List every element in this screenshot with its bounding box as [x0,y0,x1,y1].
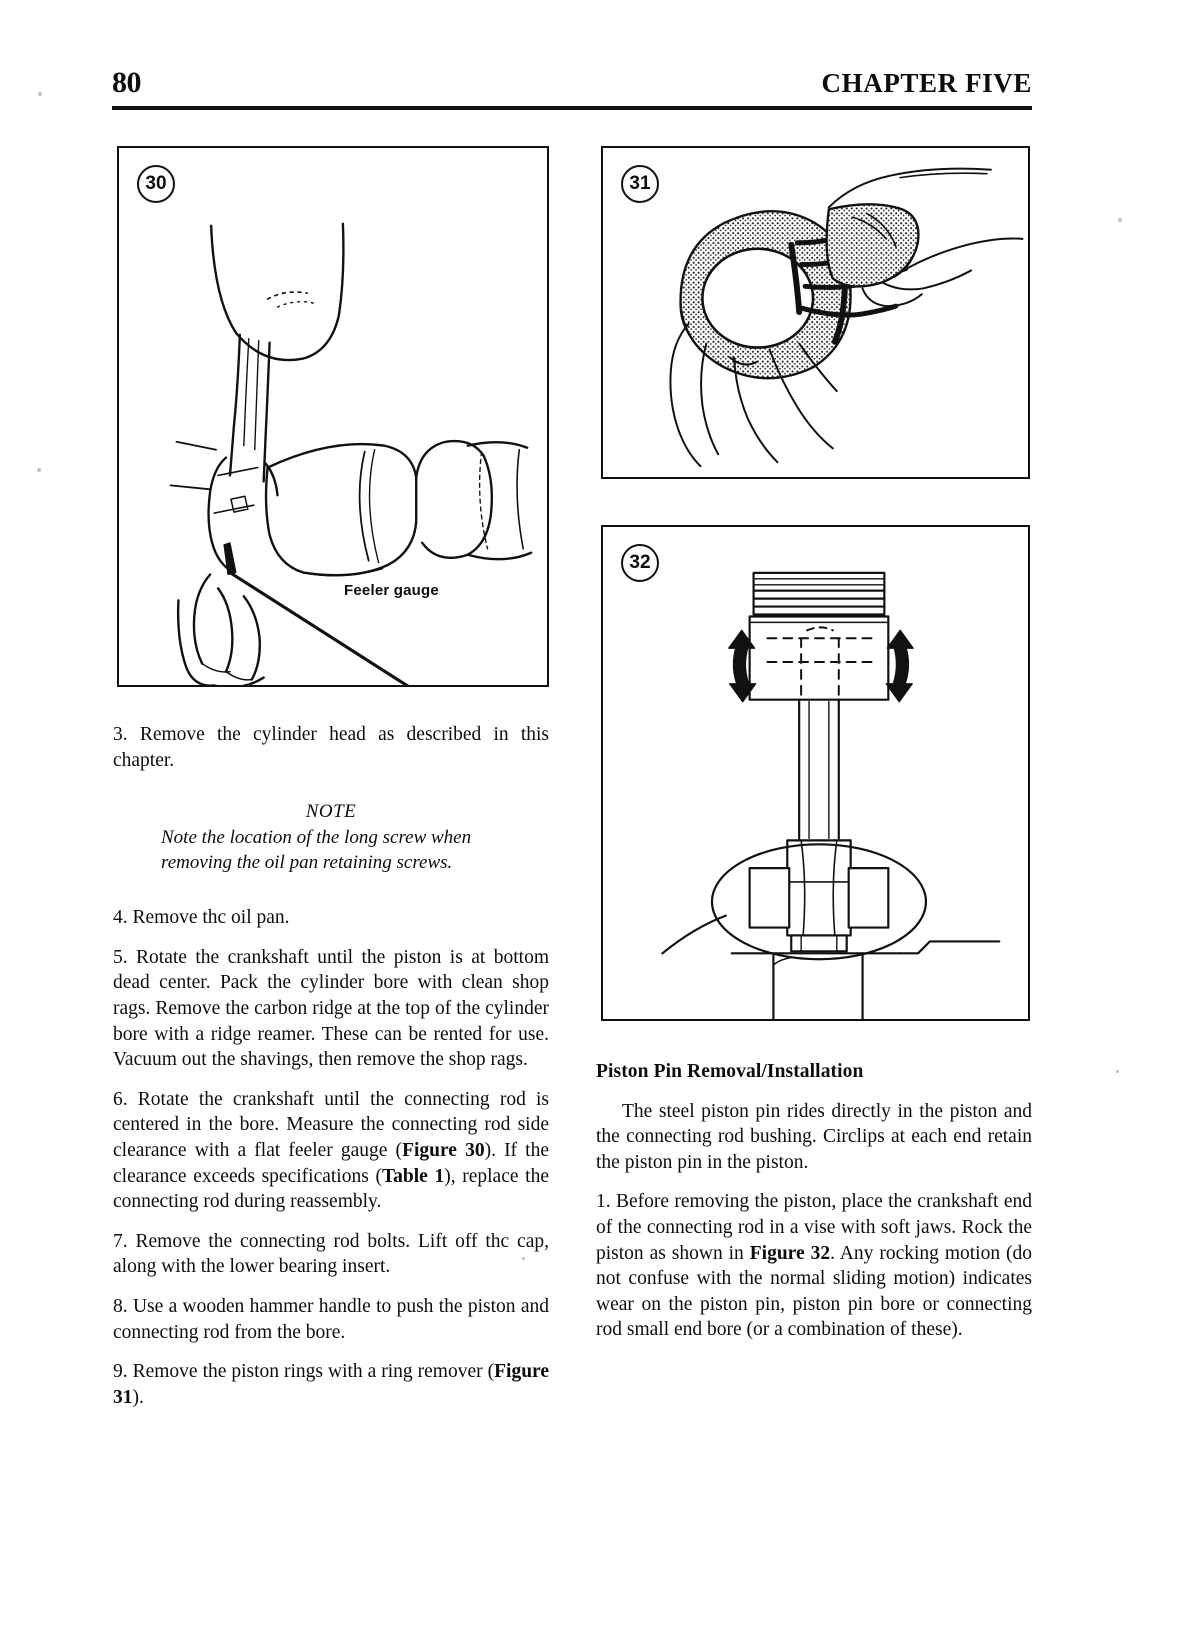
table-1-reference: Table 1 [381,1165,445,1187]
step-8: 8. Use a wooden hammer handle to push the piston and connecting rod from the bore. [113,1295,549,1343]
piston-pin-step-1-text-1: 1. Before removing the piston, place the crankshaft end of the connecting rod in a vise with soft jaws. Rock the piston as shown in [596,1191,1032,1264]
step-3: 3. Remove the cylinder head as described in this chapter. [113,724,549,771]
step-6-text-2: ). If the clearance exceeds specifications ( [113,1139,549,1187]
figure-32-box [601,525,1030,1021]
piston-pin-intro-paragraph: The steel piston pin rides directly in the piston and the connecting rod bushing. Circlips at each end retain the piston pin in the piston. [596,1100,1032,1173]
scan-speck [1118,218,1122,222]
step-7: 7. Remove the connecting rod bolts. Lift off thc cap, along with the lower bearing insert. [113,1230,549,1278]
figure-30-badge: 30 [137,165,175,203]
figure-31-badge: 31 [621,165,659,203]
step-6 [113,1087,549,1215]
figure-32-badge: 32 [621,544,659,582]
page-header [112,66,1032,114]
note-block [113,799,549,875]
step-9-text-2: ). [132,1386,144,1408]
figure-31-box [601,146,1030,479]
figure-31-reference: Figure 31 [113,1361,549,1408]
section-heading-piston-pin: Piston Pin Removal/Installation [596,1061,864,1082]
step-9 [113,1359,549,1410]
header-divider-rule [112,106,1032,110]
figure-31-illustration [603,148,1028,477]
left-text-column [113,722,549,1424]
note-body: Note the location of the long screw when removing the oil pan retaining screws. [161,827,472,874]
figure-30-caption-feeler-gauge: Feeler gauge [344,582,439,599]
figure-30-box [117,146,549,687]
step-6-text-1: 6. Rotate the crankshaft until the connecting rod is centered in the bore. Measure the connecting rod side clearance with a flat feeler gauge ( [113,1088,549,1161]
step-9-text-1: 9. Remove the piston rings with a ring remover ( [113,1361,495,1383]
piston-pin-step-1-text-2: . Any rocking motion (do not confuse with the normal sliding motion) indicates wear on the piston pin, piston pin bore or connecting rod small end bore (or a combination of these). [596,1242,1033,1341]
page-number: 80 [112,66,141,99]
figure-32-illustration [603,527,1028,1019]
scan-speck [38,92,42,96]
step-4: 4. Remove thc oil pan. [113,907,290,929]
right-text-column [596,1059,1032,1357]
scan-speck [1116,1070,1119,1073]
piston-pin-step-1 [596,1189,1032,1343]
step-6-text-3: ), replace the connecting rod during reassembly. [113,1165,549,1213]
scan-speck [37,468,41,472]
step-5: 5. Rotate the crankshaft until the piston is at bottom dead center. Pack the cylinder bore with clean shop rags. Remove the carbon ridge at the top of the cylinder bore with a ridge reamer. These can be rented for use. Vacuum out the shavings, then remove the shop rags. [113,946,549,1071]
figure-30-illustration [119,148,547,685]
figure-30-reference: Figure 30 [402,1139,485,1161]
note-title: NOTE [305,801,357,823]
chapter-title: CHAPTER FIVE [821,68,1032,98]
figure-32-reference: Figure 32 [749,1242,831,1264]
scan-speck [522,1257,525,1260]
